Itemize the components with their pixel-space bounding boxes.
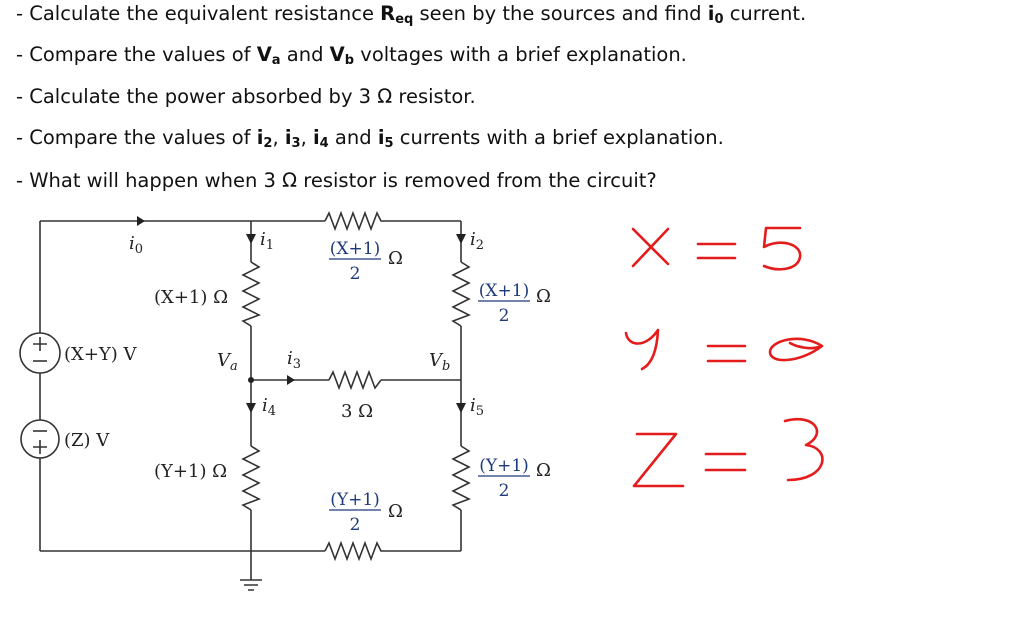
- arrow-i0: [137, 216, 145, 226]
- label-i1: $i_1$: [260, 229, 275, 253]
- resistor-right-bottom: [453, 446, 469, 510]
- label-r-bottom-den: 2: [349, 515, 361, 535]
- label-i0: $i_0$: [129, 233, 144, 257]
- label-r-top-den: 2: [349, 264, 361, 284]
- label-r-right-top-den: 2: [498, 306, 510, 326]
- label-r-bottom-unit: Ω: [388, 501, 403, 522]
- handwritten-y-equals-0: [626, 330, 822, 369]
- label-r-right-bottom-unit: Ω: [536, 460, 551, 481]
- arrow-i1: [246, 234, 256, 244]
- question-2: - Compare the values of $V_a$ and $V_b$ voltages with a brief explanation.: [16, 43, 687, 68]
- label-r-bottom-num: (Y+1): [330, 490, 380, 510]
- node-va: [248, 377, 254, 383]
- resistor-top: [325, 213, 385, 229]
- question-1: - Calculate the equivalent resistance $R_{eq}$ seen by the sources and find $i_0$ current.: [16, 2, 807, 27]
- label-i4: $i_4$: [262, 395, 277, 419]
- resistor-left-top: [243, 262, 259, 326]
- resistor-bottom: [325, 543, 385, 559]
- resistor-left-bottom: [243, 446, 259, 510]
- question-3: - Calculate the power absorbed by 3 Ω resistor.: [16, 85, 476, 108]
- label-r-right-top-unit: Ω: [536, 286, 551, 307]
- label-i3: $i_3$: [287, 348, 302, 372]
- handwritten-x-equals-5: [633, 228, 800, 269]
- handwritten-z-equals-3: [634, 419, 822, 486]
- label-r-right-bottom-den: 2: [498, 481, 510, 501]
- label-i2: $i_2$: [470, 229, 485, 253]
- label-r-top-unit: Ω: [388, 248, 403, 269]
- label-va: $V_a$: [217, 350, 238, 374]
- resistor-right-top: [453, 262, 469, 326]
- label-source-1: (X+Y) V: [64, 344, 137, 365]
- label-r-left-bottom: (Y+1) Ω: [154, 461, 228, 482]
- label-r-left-top: (X+1) Ω: [154, 287, 229, 308]
- question-5: - What will happen when 3 Ω resistor is removed from the circuit?: [16, 169, 657, 192]
- arrow-i2: [456, 234, 466, 244]
- arrow-i5: [456, 403, 466, 413]
- label-i5: $i_5$: [470, 395, 485, 419]
- arrow-i3: [287, 375, 295, 385]
- ground-symbol: [240, 580, 262, 590]
- question-4: - Compare the values of $i_2$, $i_3$, $i_4$ and $i_5$ currents with a brief explanation.: [16, 126, 724, 151]
- label-vb: $V_b$: [429, 350, 451, 374]
- label-r-mid: 3 Ω: [341, 401, 374, 422]
- resistor-mid: [329, 372, 381, 388]
- label-r-right-bottom-num: (Y+1): [479, 456, 529, 476]
- arrow-i4: [246, 403, 256, 413]
- label-r-top-num: (X+1): [329, 239, 381, 259]
- label-source-2: (Z) V: [64, 430, 110, 451]
- label-r-right-top-num: (X+1): [478, 281, 530, 301]
